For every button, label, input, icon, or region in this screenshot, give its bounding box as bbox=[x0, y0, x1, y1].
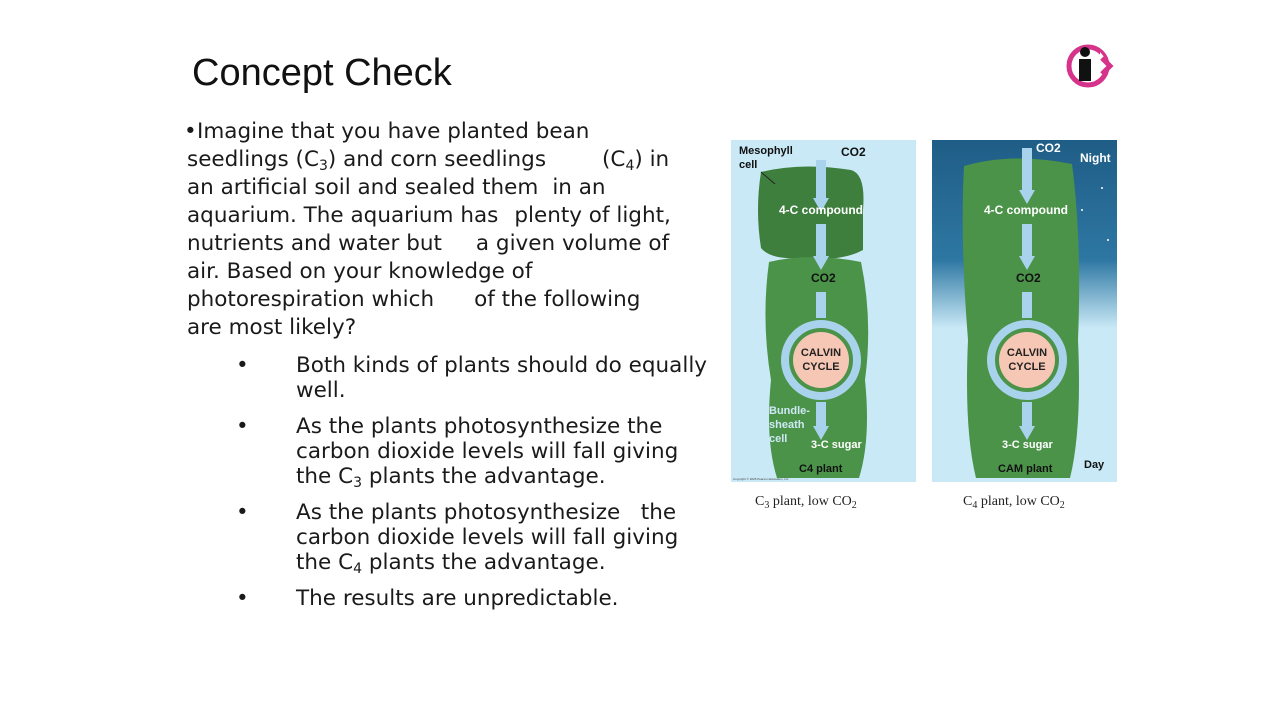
c4-plant-diagram bbox=[731, 140, 916, 482]
option-3[interactable]: • As the plants photosynthesize the carbon dioxide levels will fall giving the $C_4$ plants the advantage. bbox=[236, 500, 686, 577]
left-figure-caption: $C_3$ plant, low $CO_2$ bbox=[755, 494, 857, 511]
label-calvin: CALVIN bbox=[1006, 347, 1048, 359]
label-cycle: CYCLE bbox=[1008, 361, 1046, 373]
copyright-text: Copyright © 2005 Pearson Education, Inc. bbox=[733, 477, 790, 481]
label-cell: cell bbox=[739, 159, 758, 171]
slide-title: Concept Check bbox=[192, 52, 452, 94]
label-3c-sugar: 3-C sugar bbox=[811, 439, 862, 451]
label-sheath: sheath bbox=[769, 419, 805, 431]
label-co2-mid: CO2 bbox=[811, 271, 836, 285]
label-co2-mid: CO2 bbox=[1016, 271, 1041, 285]
label-c4-plant: C4 plant bbox=[799, 463, 843, 475]
question-bullet: • bbox=[184, 119, 197, 144]
cam-plant-diagram bbox=[932, 140, 1117, 482]
option-1[interactable]: • Both kinds of plants should do equally well. bbox=[236, 353, 708, 403]
label-co2-top: CO2 bbox=[841, 145, 866, 159]
label-3c-sugar: 3-C sugar bbox=[1002, 439, 1053, 451]
question-text: • Imagine that you have planted bean seedlings $(C_3)$ and corn seedlings $(C_4)$ in an artificial soil and sealed them in an aquarium. The aquarium has plenty of light, nutrients and water but a given volume of air. Based on your knowledge of photorespiration which of the following are most likely? bbox=[184, 119, 671, 340]
answer-options bbox=[236, 353, 716, 622]
right-figure-caption: $C_4$ plant, low $CO_2$ bbox=[963, 494, 1065, 511]
label-cycle: CYCLE bbox=[802, 361, 840, 373]
label-calvin: CALVIN bbox=[800, 347, 842, 359]
option-2[interactable]: • As the plants photosynthesize the carbon dioxide levels will fall giving the $C_3$ plants the advantage. bbox=[236, 414, 679, 491]
label-co2-top: CO2 bbox=[1036, 141, 1061, 155]
label-night: Night bbox=[1080, 151, 1111, 165]
label-day: Day bbox=[1084, 459, 1105, 471]
label-4c-compound: 4-C compound bbox=[984, 203, 1068, 217]
option-4[interactable]: • The results are unpredictable. bbox=[236, 586, 619, 611]
label-mesophyll: Mesophyll bbox=[739, 145, 793, 157]
label-4c-compound: 4-C compound bbox=[779, 203, 863, 217]
label-bundle: Bundle- bbox=[769, 405, 810, 417]
label-cam-plant: CAM plant bbox=[998, 463, 1053, 475]
label-bundle-cell: cell bbox=[769, 433, 788, 445]
info-logo-icon bbox=[1064, 42, 1114, 88]
